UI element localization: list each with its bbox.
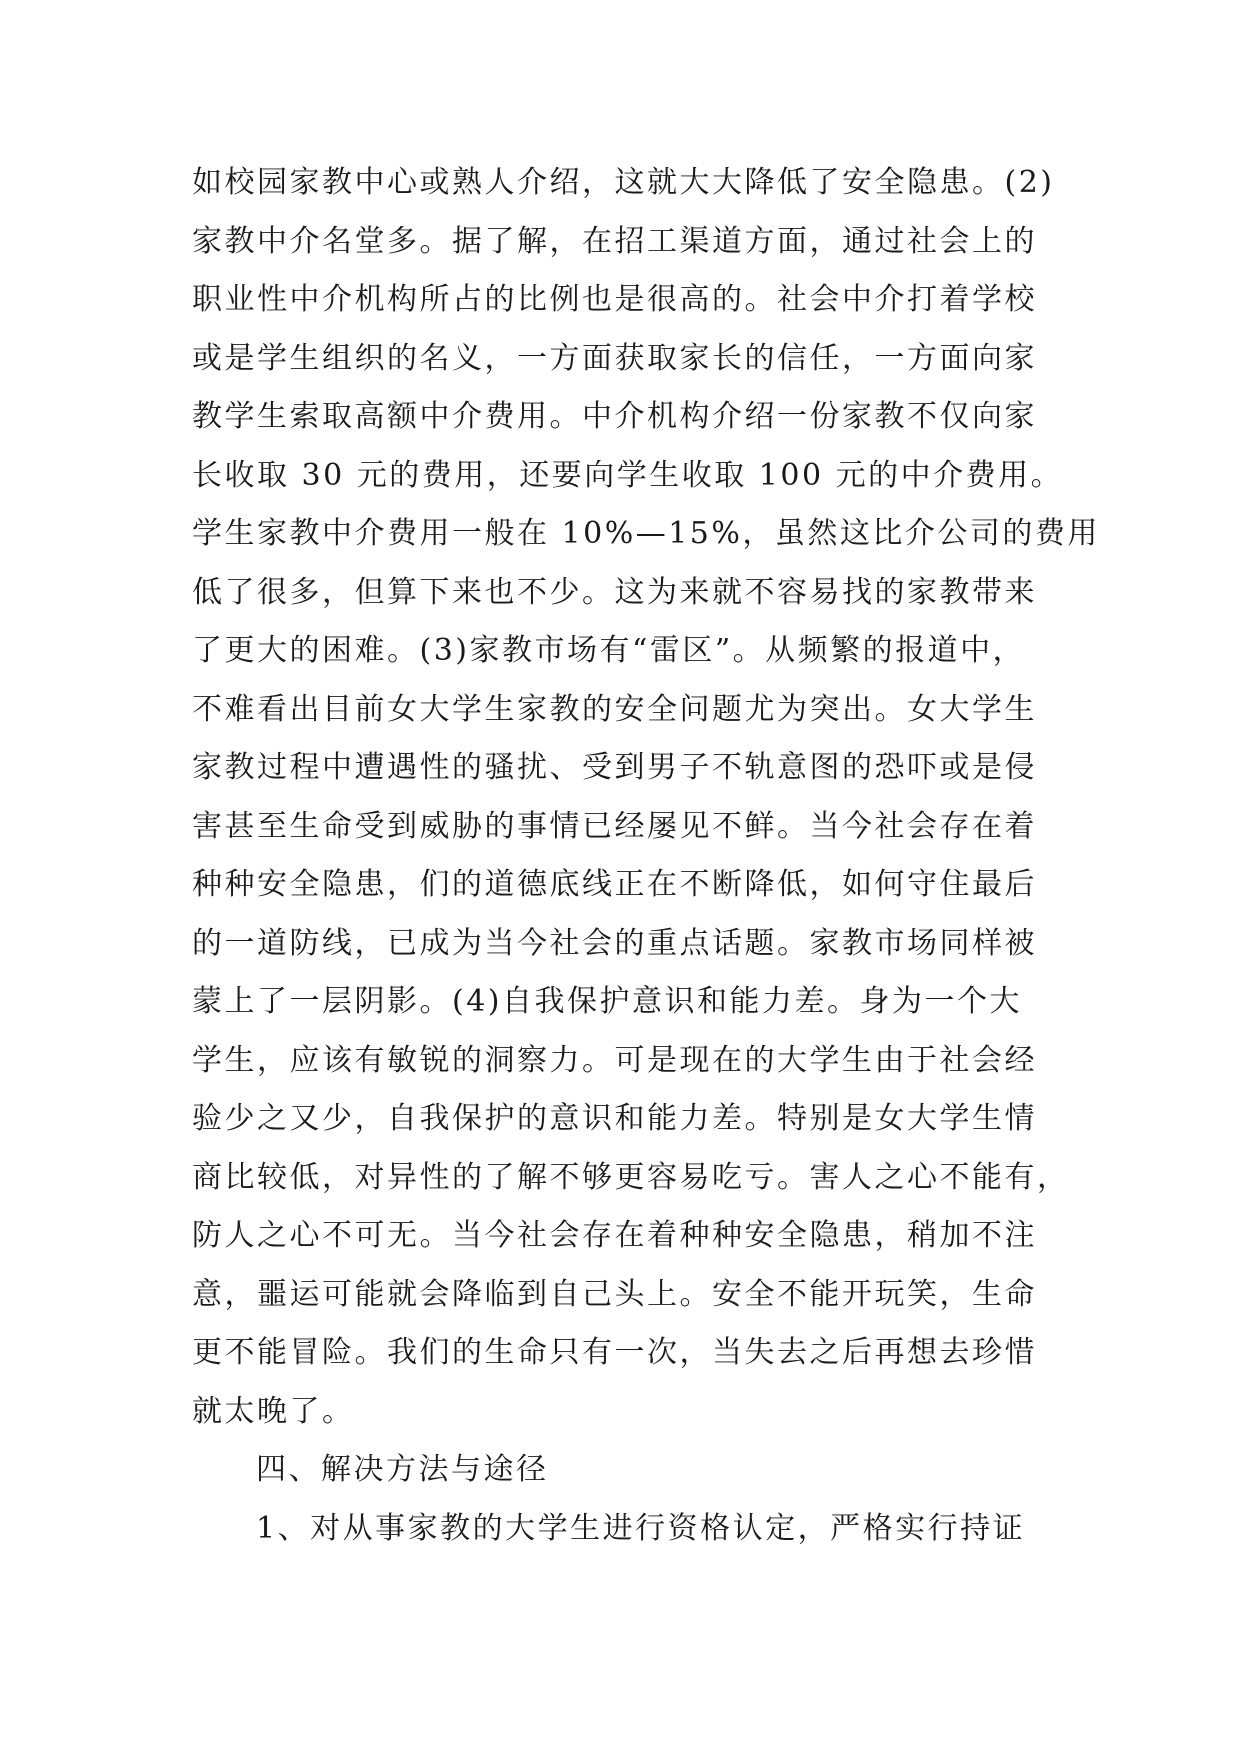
text-line: 如校园家教中心或熟人介绍，这就大大降低了安全隐患。(2) <box>192 165 1055 200</box>
text-line: 或是学生组织的名义，一方面获取家长的信任，一方面向家 <box>192 340 1037 376</box>
text-line: 意，噩运可能就会降临到自己头上。安全不能开玩笑，生命 <box>192 1276 1037 1312</box>
text-line: 长收取 30 元的费用，还要向学生收取 100 元的中介费用。 <box>192 457 1064 493</box>
text-line: 蒙上了一层阴影。(4)自我保护意识和能力差。身为一个大 <box>192 984 1022 1019</box>
text-line: 家教中介名堂多。据了解，在招工渠道方面，通过社会上的 <box>192 223 1037 259</box>
body-text <box>192 154 1100 1558</box>
text-line: 更不能冒险。我们的生命只有一次，当失去之后再想去珍惜 <box>192 1335 1037 1370</box>
text-line: 害甚至生命受到威胁的事情已经屡见不鲜。当今社会存在着 <box>192 808 1037 844</box>
section-heading: 四、解决方法与途径 <box>256 1452 549 1487</box>
text-line: 学生家教中介费用一般在 10%—15%，虽然这比介公司的费用 <box>192 516 1100 551</box>
text-line: 就太晚了。 <box>192 1393 355 1429</box>
text-line: 商比较低，对异性的了解不够更容易吃亏。害人之心不能有， <box>192 1159 1070 1195</box>
text-line: 验少之又少，自我保护的意识和能力差。特别是女大学生情 <box>192 1101 1037 1136</box>
text-line: 种种安全隐患，们的道德底线正在不断降低，如何守住最后 <box>192 867 1037 902</box>
text-line: 教学生索取高额中介费用。中介机构介绍一份家教不仅向家 <box>192 399 1037 434</box>
text-line: 低了很多，但算下来也不少。这为来就不容易找的家教带来 <box>192 574 1037 610</box>
list-item-start: 1、对从事家教的大学生进行资格认定，严格实行持证 <box>256 1510 1026 1546</box>
text-line: 了更大的困难。(3)家教市场有“雷区”。从频繁的报道中， <box>192 633 1026 668</box>
text-line: 不难看出目前女大学生家教的安全问题尤为突出。女大学生 <box>192 691 1037 727</box>
text-line: 学生，应该有敏锐的洞察力。可是现在的大学生由于社会经 <box>192 1042 1037 1078</box>
text-line: 的一道防线，已成为当今社会的重点话题。家教市场同样被 <box>192 925 1037 961</box>
text-line: 职业性中介机构所占的比例也是很高的。社会中介打着学校 <box>192 282 1037 317</box>
text-line: 家教过程中遭遇性的骚扰、受到男子不轨意图的恐吓或是侵 <box>192 750 1037 785</box>
text-line: 防人之心不可无。当今社会存在着种种安全隐患，稍加不注 <box>192 1218 1037 1253</box>
